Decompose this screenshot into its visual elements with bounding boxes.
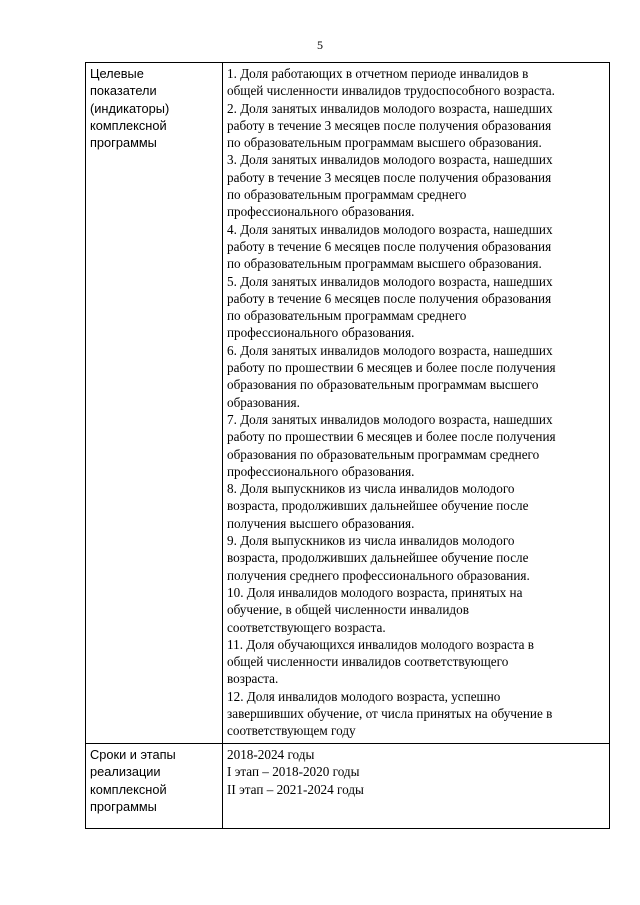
- indicator-item-6: 6. Доля занятых инвалидов молодого возраста, нашедших работу по прошествии 6 месяцев и более после получения образования по образовательным программам высшего образования.: [227, 342, 556, 410]
- page-number: 5: [317, 38, 323, 52]
- indicator-item-2: 2. Доля занятых инвалидов молодого возраста, нашедших работу в течение 3 месяцев после получения образования по образовательным программам высшего образования.: [227, 100, 553, 151]
- indicator-item-1: 1. Доля работающих в отчетном периоде инвалидов в общей численности инвалидов трудоспособного возраста.: [227, 66, 555, 99]
- indicator-item-4: 4. Доля занятых инвалидов молодого возраста, нашедших работу в течение 6 месяцев после получения образования по образовательным программам высшего образования.: [227, 221, 553, 272]
- terms-period: 2018-2024 годы: [227, 747, 315, 762]
- indicator-item-11: 11. Доля обучающихся инвалидов молодого возраста в общей численности инвалидов соответствующего возраста.: [227, 636, 534, 687]
- indicator-item-3: 3. Доля занятых инвалидов молодого возраста, нашедших работу в течение 3 месяцев после получения образования по образовательным программам среднего профессионального образования.: [227, 152, 553, 220]
- indicator-item-7: 7. Доля занятых инвалидов молодого возраста, нашедших работу по прошествии 6 месяцев и более после получения образования по образовательным программам среднего профессионального образования.: [227, 411, 556, 479]
- indicator-list: [223, 63, 610, 744]
- row-label-terms: [86, 744, 223, 829]
- terms-stage-1: I этап – 2018-2020 годы: [227, 764, 360, 780]
- indicator-item-12: 12. Доля инвалидов молодого возраста, успешно завершивших обучение, от числа принятых на обучение в соответствующем году: [227, 688, 553, 739]
- terms-stage-2: II этап – 2021-2024 годы: [227, 781, 364, 797]
- table-row-indicators: [86, 63, 610, 744]
- indicator-item-8: 8. Доля выпускников из числа инвалидов молодого возраста, продолживших дальнейшее обучение после получения высшего образования.: [227, 481, 529, 531]
- row-label-text: Целевые показатели (индикаторы) комплексной программы: [90, 66, 170, 151]
- indicator-item-10: 10. Доля инвалидов молодого возраста, принятых на обучение, в общей численности инвалидов соответствующего возраста.: [227, 584, 523, 635]
- indicator-item-5: 5. Доля занятых инвалидов молодого возраста, нашедших работу в течение 6 месяцев после получения образования по образовательным программам среднего профессионального образования.: [227, 273, 553, 341]
- row-label-text: Сроки и этапы реализации комплексной программы: [90, 747, 176, 814]
- program-table: [85, 62, 610, 829]
- indicator-item-9: 9. Доля выпускников из числа инвалидов молодого возраста, продолживших дальнейшее обучение после получения среднего профессионального образования.: [227, 533, 530, 583]
- terms-list: [223, 744, 610, 829]
- table-row-terms: [86, 744, 610, 829]
- row-label-indicators: [86, 63, 223, 744]
